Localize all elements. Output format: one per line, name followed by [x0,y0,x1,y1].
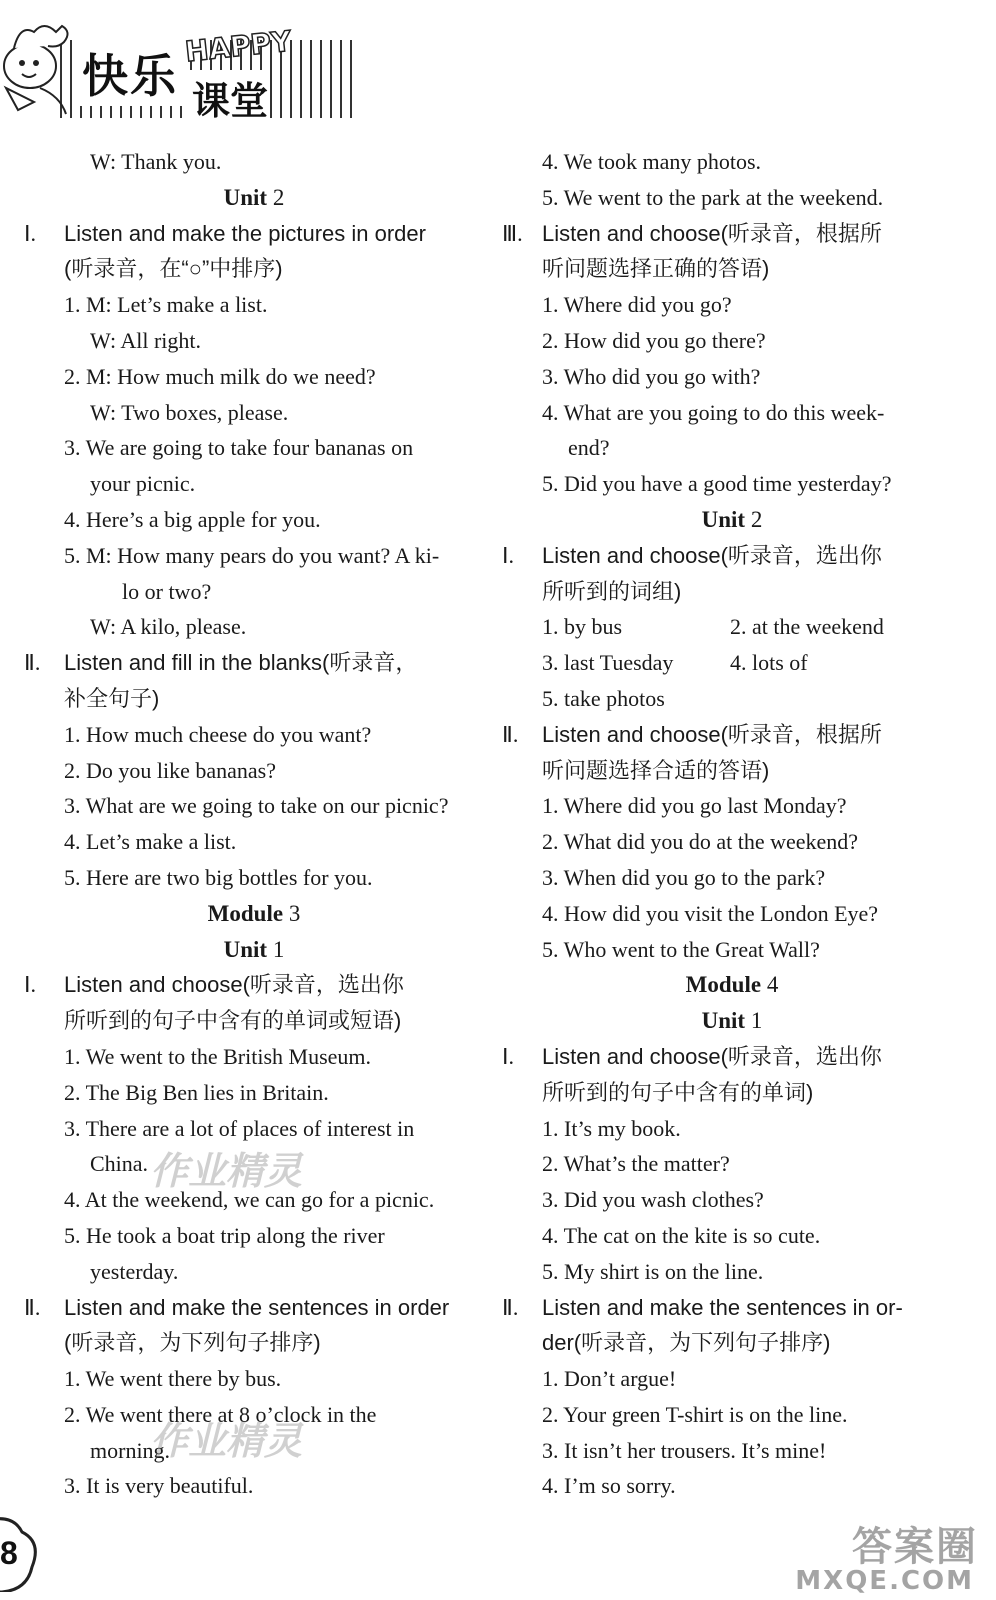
answer-line: W: Thank you. [90,149,222,174]
section-heading [502,967,962,1003]
exercise-instruction [24,681,484,717]
answer-line: end? [568,435,610,461]
answer-line: 2. The Big Ben lies in Britain. [64,1079,329,1105]
instruction-text: Listen and choose(听录音，根据所 [542,220,882,246]
heading-word: Module [207,900,284,926]
heading-word: Unit [701,506,746,532]
answer-line: 1. Where did you go last Monday? [542,793,847,819]
answer-line: China. [90,1151,149,1177]
header-title: 快乐 [78,40,182,106]
answer-line: 2. Do you like bananas? [64,757,276,783]
instruction-text: 听问题选择正确的答语) [542,256,770,282]
answer-pair [502,645,962,681]
answer-line: 5. My shirt is on the line. [542,1258,764,1284]
exercise-instruction [24,216,484,252]
answer-line: W: A kilo, please. [90,614,247,640]
exercise-number: Ⅱ. [24,650,41,676]
answer-item: 1. by bus [542,614,623,640]
answer-item: 4. lots of [730,650,808,676]
answer-line: 4. What are you going to do this week- [542,399,885,425]
watermark-center-2: 作业精灵 [150,1419,303,1463]
heading-word: Unit [223,184,268,210]
heading-number: 1 [750,1008,763,1034]
answer-line: 1. It’s my book. [542,1115,681,1141]
answer-line: W: Two boxes, please. [90,399,289,425]
instruction-text: Listen and fill in the blanks(听录音， [64,650,418,676]
answer-line: 2. How did you go there? [542,327,766,353]
exercise-instruction [502,538,962,574]
heading-word: Unit [701,1008,746,1034]
answer-pair [502,609,962,645]
heading-word: Unit [223,936,268,962]
answer-line: 3. There are a lot of places of interest in [64,1115,415,1141]
exercise-instruction [502,717,962,753]
section-heading [502,1003,962,1039]
page-number: 8 [0,1535,18,1571]
answer-line: 2. What did you do at the weekend? [542,829,859,855]
section-heading [24,932,484,968]
answer-line: morning. [90,1437,171,1463]
answer-line: 3. When did you go to the park? [542,864,826,890]
heading-number: 2 [750,506,763,532]
exercise-instruction [502,216,962,252]
exercise-instruction [502,1075,962,1111]
exercise-number: Ⅱ. [24,1294,41,1320]
exercise-instruction [502,1290,962,1326]
exercise-number: Ⅱ. [502,1294,519,1320]
exercise-instruction [502,753,962,789]
instruction-text: (听录音，在“○”中排序) [64,256,283,282]
exercise-number: Ⅰ. [502,1043,514,1069]
answer-line: 2. What’s the matter? [542,1151,730,1177]
exercise-instruction [24,1290,484,1326]
answer-line: 5. take photos [542,685,665,711]
page-header [0,0,380,130]
exercise-number: Ⅰ. [502,542,514,568]
exercise-instruction [24,967,484,1003]
answer-line: 4. I’m so sorry. [542,1473,676,1499]
answer-line: 4. At the weekend, we can go for a picnic. [64,1187,435,1213]
exercise-instruction [24,1325,484,1361]
answer-line: 3. Who did you go with? [542,363,761,389]
answer-line: 5. Did you have a good time yesterday? [542,471,892,497]
section-heading [24,180,484,216]
instruction-text: Listen and make the sentences in order [64,1294,450,1320]
answer-line: 1. How much cheese do you want? [64,721,372,747]
exercise-instruction [502,1039,962,1075]
watermark-corner: 答案圈 [852,1524,978,1570]
answer-line: 1. We went to the British Museum. [64,1043,372,1069]
instruction-text: der(听录音，为下列句子排序) [542,1330,831,1356]
answer-line: 2. M: How much milk do we need? [64,363,376,389]
instruction-text: 所听到的句子中含有的单词或短语) [64,1008,402,1034]
instruction-text: Listen and choose(听录音，选出你 [542,542,882,568]
answer-line: 4. The cat on the kite is so cute. [542,1222,821,1248]
answer-line: yesterday. [90,1258,179,1284]
answer-line: 5. He took a boat trip along the river [64,1222,385,1248]
answer-line: your picnic. [90,471,196,497]
watermark-center: 作业精灵 [150,1149,303,1193]
exercise-instruction [502,251,962,287]
answer-line: 1. Where did you go? [542,292,732,318]
exercise-instruction [502,574,962,610]
instruction-text: 所听到的词组) [542,578,682,604]
section-heading [24,896,484,932]
answer-line: 3. What are we going to take on our picnic? [64,793,449,819]
exercise-number: Ⅱ. [502,721,519,747]
answer-line: 5. M: How many pears do you want? A ki- [64,542,440,568]
instruction-text: Listen and choose(听录音，选出你 [64,972,404,998]
exercise-number: Ⅰ. [24,220,36,246]
answer-line: 4. Let’s make a list. [64,829,237,855]
instruction-text: Listen and make the sentences in or- [542,1294,903,1320]
instruction-text: (听录音，为下列句子排序) [64,1330,321,1356]
exercise-number: Ⅰ. [24,972,36,998]
answer-line: lo or two? [122,578,212,604]
instruction-text: 听问题选择合适的答语) [542,757,770,783]
exercise-instruction [24,1003,484,1039]
answer-line: 1. Don’t argue! [542,1366,677,1392]
answer-line: 5. Here are two big bottles for you. [64,864,373,890]
right-column [502,144,962,1504]
answer-line: 2. Your green T-shirt is on the line. [542,1401,848,1427]
heading-word: Module [685,972,762,998]
header-subtitle: 课堂 [190,70,270,125]
answer-item: 2. at the weekend [730,614,884,640]
instruction-text: 补全句子) [64,685,160,711]
answer-line: 1. M: Let’s make a list. [64,292,268,318]
section-heading [502,502,962,538]
answer-line: 5. We went to the park at the weekend. [542,184,884,210]
answer-line: 3. It isn’t her trousers. It’s mine! [542,1437,827,1463]
mascot-icon [0,18,80,118]
watermark-corner-url: MXQE.COM [795,1566,974,1596]
exercise-instruction [24,645,484,681]
header-badge: HAPPY [183,24,293,69]
left-column [24,144,484,1504]
heading-number: 4 [766,972,779,998]
answer-line: 2. We went there at 8 o’clock in the [64,1401,377,1427]
answer-line: W: All right. [90,327,202,353]
answer-line: 4. We took many photos. [542,149,762,174]
answer-line: 3. Did you wash clothes? [542,1187,764,1213]
answer-line: 4. Here’s a big apple for you. [64,506,321,532]
instruction-text: 所听到的句子中含有的单词) [542,1079,814,1105]
instruction-text: Listen and choose(听录音，选出你 [542,1043,882,1069]
instruction-text: Listen and choose(听录音，根据所 [542,721,882,747]
heading-number: 1 [272,936,285,962]
answer-line: 5. Who went to the Great Wall? [542,936,820,962]
answer-line: 3. It is very beautiful. [64,1473,254,1499]
heading-number: 3 [288,900,301,926]
answer-line: 1. We went there by bus. [64,1366,282,1392]
exercise-instruction [502,1325,962,1361]
answer-line: 4. How did you visit the London Eye? [542,900,879,926]
exercise-number: Ⅲ. [502,220,523,246]
exercise-instruction [24,251,484,287]
heading-number: 2 [272,184,285,210]
answer-item: 3. last Tuesday [542,650,674,676]
answer-line: 3. We are going to take four bananas on [64,435,414,461]
instruction-text: Listen and make the pictures in order [64,220,426,246]
